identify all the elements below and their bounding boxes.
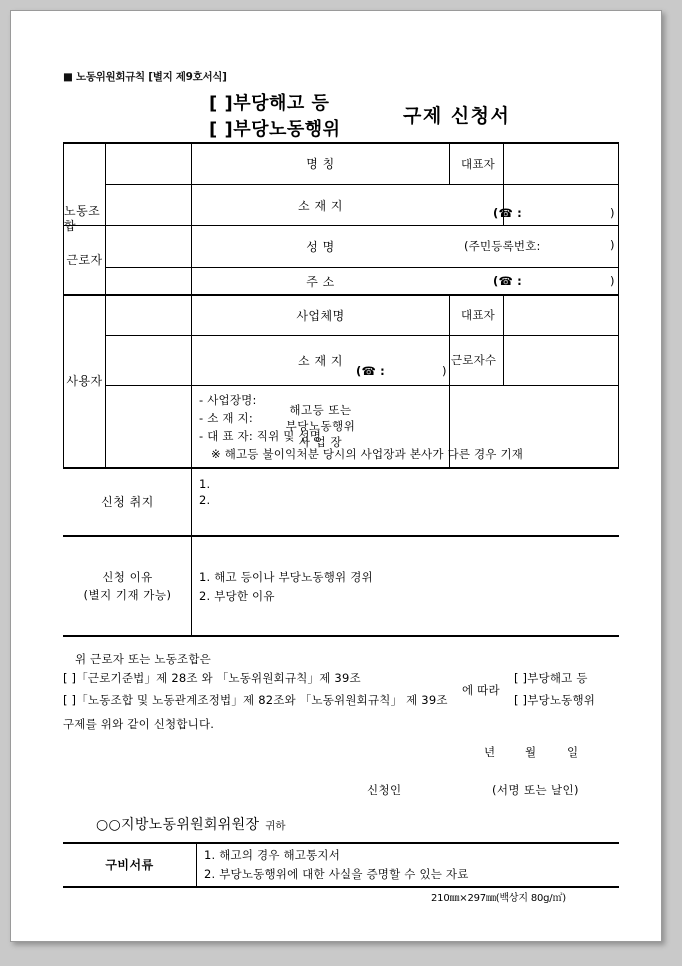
input-union-address[interactable] [193, 185, 617, 225]
workplace-detail-note: ※ 해고등 불이익처분 당시의 사업장과 본사가 다른 경우 기재 [211, 447, 524, 461]
title-checkbox-unfair-labor-practice[interactable]: [ ]부당노동행위 [209, 119, 341, 140]
workplace-detail-line-1: - 사업장명: [199, 393, 257, 407]
label-employer-address: 소 재 지 [298, 353, 343, 368]
input-employer-address[interactable] [193, 336, 448, 384]
attachments-bottom-border [63, 886, 619, 888]
col-rule-purpose-reason [191, 467, 192, 635]
attachments-col-rule [196, 842, 197, 886]
union-phone-note: (☎ : [493, 206, 522, 220]
title-checkbox-unfair-dismissal[interactable]: [ ]부당해고 등 [209, 93, 330, 114]
group-label-worker-text: 근로자 [66, 252, 103, 267]
label-employer-representative: 대표자 [461, 308, 495, 322]
reason-line-1: 1. 해고 등이나 부당노동행위 경위 [199, 570, 373, 584]
employer-phone-close: ) [442, 364, 447, 378]
required-document-item-1: 1. 해고의 경우 해고통지서 [204, 848, 341, 862]
group-label-employer-text: 사용자 [66, 373, 103, 388]
label-application-reason-line-2: (별지 기재 가능) [83, 587, 172, 602]
input-employer-business-name[interactable] [193, 295, 448, 335]
label-required-documents: 구비서류 [105, 858, 154, 872]
label-employer-business-name: 사업체명 [296, 308, 345, 323]
worker-id-close: ) [610, 238, 615, 252]
workplace-detail-line-3: - 대 표 자: 직위 및 성명 [199, 429, 322, 443]
label-union-address: 소 재 지 [298, 198, 343, 213]
table-bottom-border [63, 635, 619, 637]
col-rule-group [105, 142, 106, 467]
worker-phone-note: (☎ : [493, 274, 522, 288]
label-employer-workplace-line-1: 해고등 또는 [289, 403, 352, 417]
form-sheet [11, 11, 662, 942]
input-worker-address[interactable] [193, 268, 617, 294]
declaration-connector: 에 따라 [462, 683, 500, 697]
reason-line-2: 2. 부당한 이유 [199, 589, 275, 603]
label-worker-address: 주 소 [306, 274, 335, 289]
date-year-label[interactable]: 년 [484, 745, 510, 759]
input-employer-worker-count[interactable] [505, 336, 617, 384]
addressee-line [96, 814, 286, 834]
table-right-border [618, 142, 619, 467]
input-employer-representative[interactable] [505, 295, 617, 335]
paper-spec-note: 210㎜×297㎜(백상지 80g/㎡) [431, 893, 566, 904]
label-employer-workplace-line-3: 사 업 장 [298, 435, 343, 449]
signature-seal-note[interactable]: (서명 또는 날인) [492, 783, 579, 797]
input-application-purpose[interactable] [199, 476, 614, 534]
group-label-employer [64, 295, 105, 467]
label-employer-worker-count: 근로자수 [451, 353, 497, 367]
label-application-purpose: 신청 취지 [101, 495, 154, 509]
label-worker-name: 성 명 [306, 240, 335, 254]
group-label-worker [64, 226, 105, 294]
input-union-name[interactable] [193, 143, 448, 184]
group-label-union-text: 노동조합 [64, 203, 101, 233]
input-worker-name[interactable] [193, 226, 617, 267]
declaration-relief-option-dismissal[interactable]: [ ]부당해고 등 [514, 671, 588, 685]
label-application-reason [64, 536, 191, 635]
col-rule-union-rep [449, 142, 450, 184]
purpose-line-1: 1. [199, 477, 211, 491]
declaration-relief-option-labor-practice[interactable]: [ ]부당노동행위 [514, 693, 596, 707]
label-application-reason-line-1: 신청 이유 [102, 569, 153, 584]
required-document-item-2: 2. 부당노동행위에 대한 사실을 증명할 수 있는 자료 [204, 867, 469, 881]
worker-id-note: (주민등록번호: [464, 239, 541, 253]
label-employer-workplace-line-2: 부당노동행위 [285, 419, 356, 433]
employer-phone-note: (☎ : [356, 364, 385, 378]
declaration-law-option-1[interactable]: [ ]「근로기준법」제 28조 와 「노동위원회규칙」제 39조 [63, 671, 361, 685]
union-phone-close: ) [610, 206, 615, 220]
worker-phone-close: ) [610, 274, 615, 288]
date-month-label[interactable]: 월 [525, 745, 551, 759]
form-code-label: ■ 노동위원회규칙 [별지 제9호서식] [63, 71, 227, 83]
declaration-law-option-2[interactable]: [ ]「노동조합 및 노동관계조정법」제 82조와 「노동위원회규칙」 제 39조 [63, 693, 448, 707]
declaration-line-4: 구제를 위와 같이 신청합니다. [63, 717, 215, 731]
form-title [191, 89, 631, 145]
addressee-name: ○○지방노동위원회위원장 [96, 817, 260, 833]
purpose-line-2: 2. [199, 493, 211, 507]
col-rule-employer-rep-value [503, 294, 504, 385]
title-main-text: 구제 신청서 [403, 105, 511, 127]
input-employer-workplace-details[interactable] [199, 391, 614, 466]
input-application-reason[interactable] [199, 568, 614, 628]
document-page [10, 10, 662, 942]
required-documents-list [204, 846, 614, 886]
input-union-representative[interactable] [505, 143, 617, 184]
addressee-honorific: 귀하 [265, 820, 286, 832]
declaration-line-1: 위 근로자 또는 노동조합은 [75, 652, 211, 666]
label-union-representative: 대표자 [461, 156, 495, 171]
date-day-label[interactable]: 일 [567, 745, 579, 759]
label-union-name: 명 칭 [306, 157, 335, 171]
applicant-label: 신청인 [367, 783, 402, 797]
workplace-detail-line-2: - 소 재 지: [199, 411, 253, 425]
